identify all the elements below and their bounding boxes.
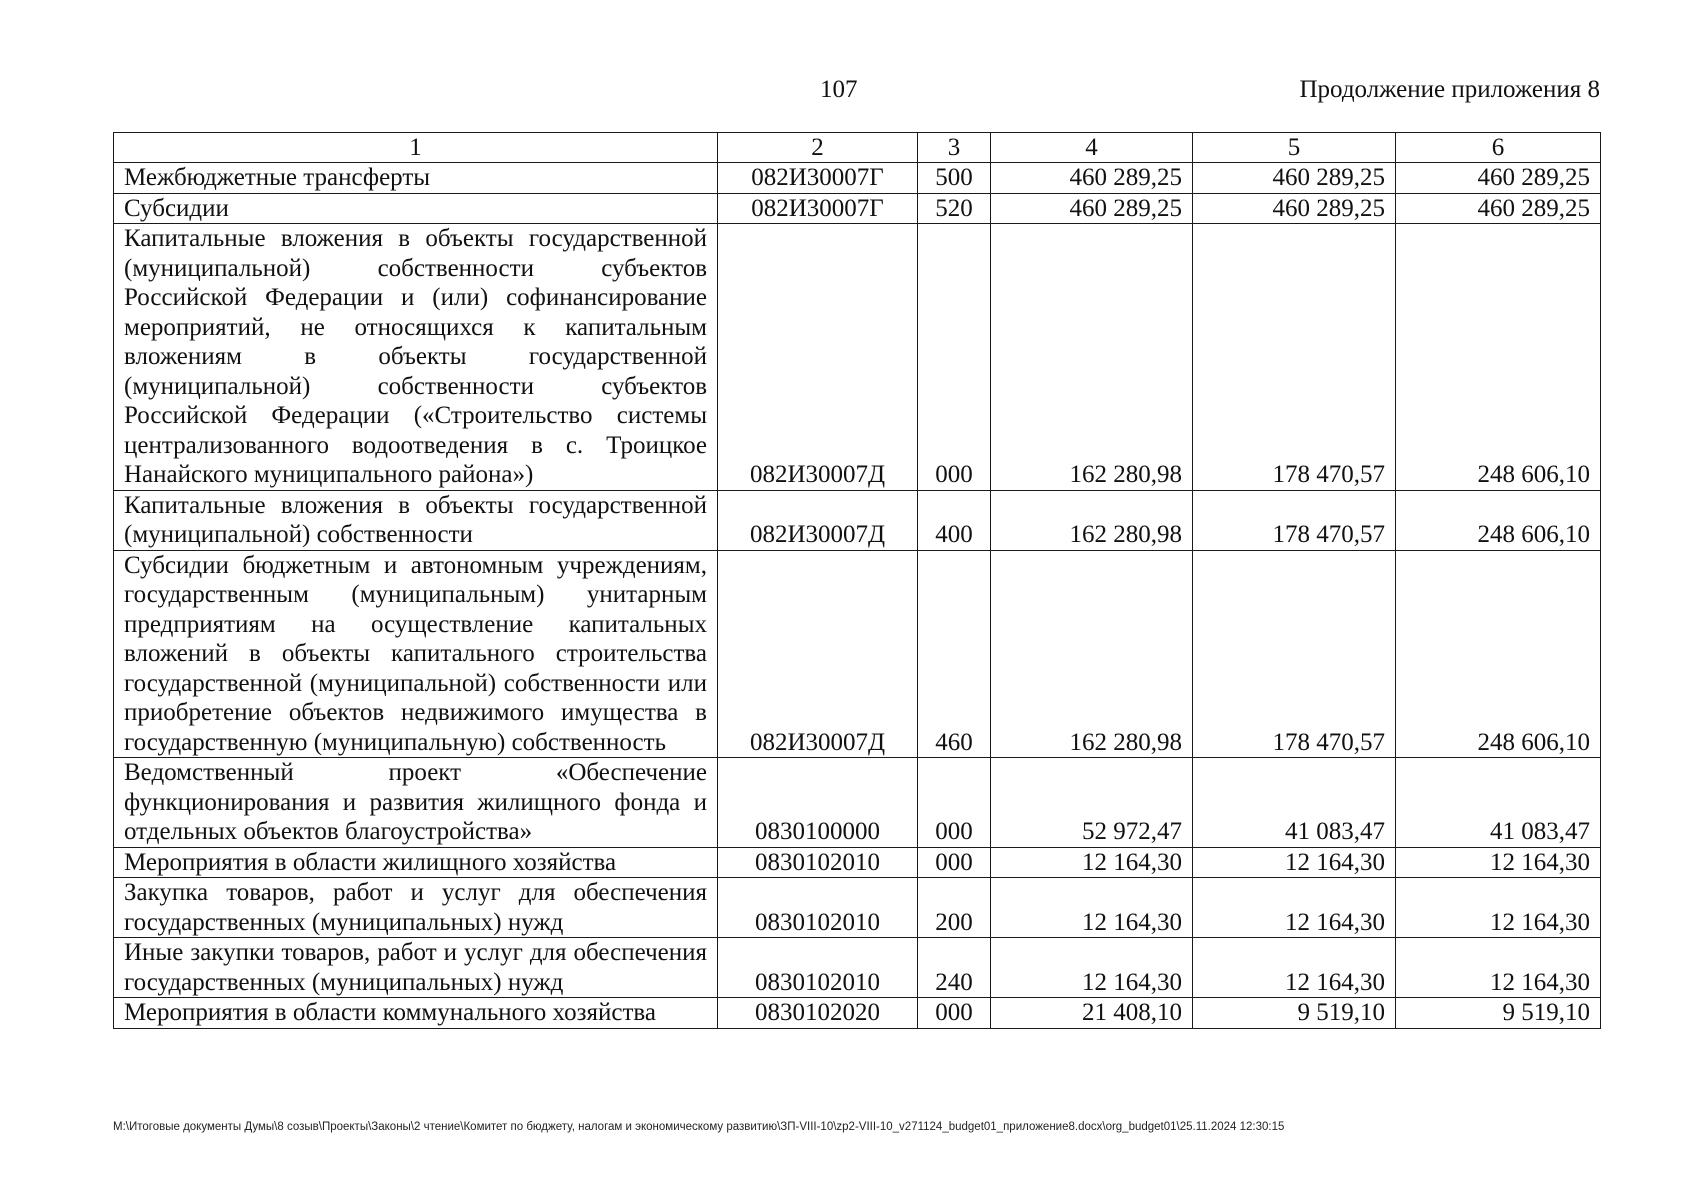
row-amount-cell: 460 289,25 (1396, 163, 1601, 194)
row-expense-type-cell: 200 (918, 878, 991, 938)
row-amount-cell: 12 164,30 (1396, 938, 1601, 998)
footer-file-path: M:\Итоговые документы Думы\8 созыв\Проекты\Законы\2 чтение\Комитет по бюджету, налогам и экономическому развитию\ЗП-VIII-10\zp2-VIII-10_v271124_budget01_приложение8.docx\org_budget01\25.11.2024 12:30:15 (113, 1121, 1285, 1133)
row-amount-cell: 162 280,98 (991, 550, 1193, 758)
table-row (114, 758, 1601, 848)
row-amount-cell: 12 164,30 (1396, 878, 1601, 938)
row-code-cell: 082И30007Д (718, 224, 918, 491)
row-expense-type-cell: 000 (918, 758, 991, 848)
budget-table (113, 132, 1601, 1029)
table-row (114, 878, 1601, 938)
page-number: 107 (820, 76, 858, 103)
row-name-cell: Межбюджетные трансферты (114, 163, 718, 194)
table-row (114, 193, 1601, 224)
table-row (114, 490, 1601, 550)
row-amount-cell: 460 289,25 (991, 163, 1193, 194)
table-row (114, 847, 1601, 878)
row-code-cell: 0830100000 (718, 758, 918, 848)
row-code-cell: 082И30007Г (718, 163, 918, 194)
row-code-cell: 0830102010 (718, 938, 918, 998)
row-amount-cell: 460 289,25 (1193, 163, 1396, 194)
row-amount-cell: 178 470,57 (1193, 490, 1396, 550)
row-amount-cell: 21 408,10 (991, 998, 1193, 1029)
table-header-row (114, 133, 1601, 163)
budget-table-body (114, 133, 1601, 1029)
row-amount-cell: 178 470,57 (1193, 550, 1396, 758)
row-code-cell: 082И30007Д (718, 550, 918, 758)
row-name-cell: Мероприятия в области коммунального хозяйства (114, 998, 718, 1029)
row-expense-type-cell: 000 (918, 998, 991, 1029)
row-expense-type-cell: 400 (918, 490, 991, 550)
table-row (114, 998, 1601, 1029)
row-amount-cell: 460 289,25 (1396, 193, 1601, 224)
row-amount-cell: 12 164,30 (991, 878, 1193, 938)
row-code-cell: 082И30007Г (718, 193, 918, 224)
table-row (114, 163, 1601, 194)
row-name-cell: Субсидии (114, 193, 718, 224)
row-name-cell: Капитальные вложения в объекты государственной (муниципальной) собственности субъектов Российской Федерации и (или) софинансирование мероприятий, не относящихся к капитальным вложениям в объекты государственной (муниципальной) собственности субъектов Российской Федерации («Строительство системы централизованного водоотведения в с. Троицкое Нанайского муниципального района») (114, 224, 718, 491)
column-header: 5 (1193, 133, 1396, 163)
row-code-cell: 0830102020 (718, 998, 918, 1029)
row-name-cell: Мероприятия в области жилищного хозяйства (114, 847, 718, 878)
row-amount-cell: 52 972,47 (991, 758, 1193, 848)
row-expense-type-cell: 240 (918, 938, 991, 998)
row-amount-cell: 12 164,30 (991, 847, 1193, 878)
column-header: 4 (991, 133, 1193, 163)
row-name-cell: Ведомственный проект «Обеспечение функционирования и развития жилищного фонда и отдельных объектов благоустройства» (114, 758, 718, 848)
row-expense-type-cell: 460 (918, 550, 991, 758)
row-name-cell: Иные закупки товаров, работ и услуг для обеспечения государственных (муниципальных) нужд (114, 938, 718, 998)
table-row (114, 224, 1601, 491)
continuation-title: Продолжение приложения 8 (1299, 76, 1600, 103)
row-amount-cell: 41 083,47 (1396, 758, 1601, 848)
row-expense-type-cell: 000 (918, 847, 991, 878)
column-header: 6 (1396, 133, 1601, 163)
column-header: 2 (718, 133, 918, 163)
row-name-cell: Закупка товаров, работ и услуг для обеспечения государственных (муниципальных) нужд (114, 878, 718, 938)
row-amount-cell: 248 606,10 (1396, 550, 1601, 758)
row-amount-cell: 12 164,30 (1396, 847, 1601, 878)
row-amount-cell: 9 519,10 (1193, 998, 1396, 1029)
table-row (114, 938, 1601, 998)
row-code-cell: 0830102010 (718, 847, 918, 878)
row-expense-type-cell: 520 (918, 193, 991, 224)
column-header: 3 (918, 133, 991, 163)
row-amount-cell: 12 164,30 (1193, 878, 1396, 938)
row-amount-cell: 12 164,30 (991, 938, 1193, 998)
row-amount-cell: 162 280,98 (991, 224, 1193, 491)
row-amount-cell: 178 470,57 (1193, 224, 1396, 491)
row-code-cell: 082И30007Д (718, 490, 918, 550)
row-amount-cell: 460 289,25 (991, 193, 1193, 224)
row-amount-cell: 41 083,47 (1193, 758, 1396, 848)
row-amount-cell: 12 164,30 (1193, 938, 1396, 998)
row-expense-type-cell: 500 (918, 163, 991, 194)
row-expense-type-cell: 000 (918, 224, 991, 491)
row-amount-cell: 9 519,10 (1396, 998, 1601, 1029)
row-amount-cell: 460 289,25 (1193, 193, 1396, 224)
table-row (114, 550, 1601, 758)
row-name-cell: Субсидии бюджетным и автономным учреждениям, государственным (муниципальным) унитарным предприятиям на осуществление капитальных вложений в объекты капитального строительства государственной (муниципальной) собственности или приобретение объектов недвижимого имущества в государственную (муниципальную) собственность (114, 550, 718, 758)
column-header: 1 (114, 133, 718, 163)
row-name-cell: Капитальные вложения в объекты государственной (муниципальной) собственности (114, 490, 718, 550)
row-amount-cell: 248 606,10 (1396, 224, 1601, 491)
row-amount-cell: 162 280,98 (991, 490, 1193, 550)
row-amount-cell: 12 164,30 (1193, 847, 1396, 878)
row-code-cell: 0830102010 (718, 878, 918, 938)
row-amount-cell: 248 606,10 (1396, 490, 1601, 550)
